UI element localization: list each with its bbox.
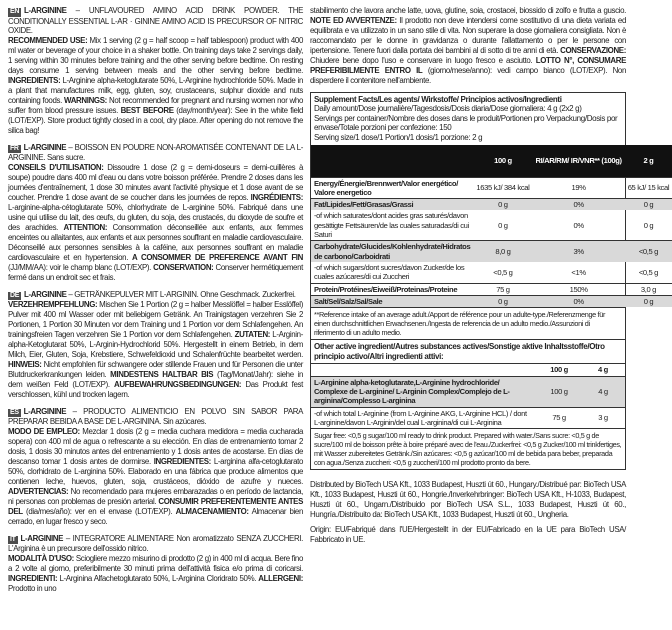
fr-attention-text: Consommation déconseillée aux enfants, aux femmes enceintes ou allaitantes, aux enfants et aux personnes souffrant en maladie cardiovasculaire. Déconseillé aux personnes sensibles à la caféine, aux personnes souffrant en maladie cardiovasculaire et en hypertension. (8, 223, 304, 262)
other-ingredients-header (311, 364, 625, 376)
other-ingredients-section (311, 339, 625, 469)
es-product-title: L-ARGININE (23, 406, 67, 416)
serving-size-line: Serving size/1 dose/1 Portion/1 dosis/1 porzione: 2 g (314, 133, 483, 142)
es-intro-paragraph (8, 407, 303, 427)
language-tag-it: IT (10, 535, 16, 543)
nutrition-row-fat (311, 199, 672, 211)
it-modalita-text: Sciogliere mezzo misurino di prodotto (2 g) in 400 ml di acqua. Bere fino a 2 volte al giorno, preferibilmente 30 minuti prima dell'attività fisica e/o prima di coricarsi. (8, 554, 304, 574)
de-intro-paragraph (8, 290, 303, 301)
nutrition-row-carbohydrate (311, 241, 672, 262)
arginine-complex-per-4g: 4 g (581, 376, 625, 407)
es-ingredientes-label: INGREDIENTES: (153, 457, 211, 467)
es-almacenamiento-label: ALMACENAMIENTO: (175, 506, 249, 516)
nutrition-table (311, 145, 672, 308)
en-body-paragraph (8, 36, 303, 136)
en-recommended-use-label: RECOMMENDED USE: (8, 36, 88, 46)
es-modo-label: MODO DE EMPLEO: (8, 427, 80, 437)
protein-label: Protein/Protéines/Eiweiß/Proteinas/Proteine (311, 283, 473, 295)
nutrition-row-saturates (311, 210, 672, 240)
es-almacenamiento-text: Almacenar bien cerrado, en lugar fresco y seco. (8, 506, 303, 526)
it-lotto-text: (giorno/mese/anno): vedi campo bianco (LOT/EXP). Non disperdere il contenitore nell'ambiente. (310, 65, 626, 85)
fr-conservation-label: CONSERVATION: (153, 262, 214, 272)
de-aufbewahrung-label: AUFBEWAHRUNGSBEDINGUNGEN: (113, 379, 242, 389)
de-body-paragraph (8, 300, 303, 400)
de-verzehr-label: VERZEHREMPFEHLUNG: (8, 300, 98, 310)
carbohydrate-ri: 3% (533, 241, 625, 262)
it-note-label: NOTE ED AVVERTENZE: (310, 15, 397, 25)
salt-per-serving: 0 g (625, 295, 672, 307)
salt-per-100g: 0 g (473, 295, 532, 307)
other-col-100g: 100 g (537, 364, 581, 376)
nutrition-col-ri: RI/AR/RM/ IR/VNR** (100g) (533, 145, 625, 178)
saturates-per-serving: 0 g (643, 220, 654, 230)
it-modalita-label: MODALITÀ D'USO: (8, 554, 74, 564)
es-consumir-text: (dia/mes/año): ver en el envase (LOT/EXP). (22, 506, 176, 516)
fr-attention-label: ATTENTION: (63, 223, 108, 233)
footer (310, 480, 626, 545)
protein-ri: 150% (533, 283, 625, 295)
fr-ingredients-label: INGRÉDIENTS: (250, 193, 303, 203)
it-product-title: L-ARGININE (20, 533, 64, 543)
fr-conseils-label: CONSEILS D'UTILISATION: (8, 163, 104, 173)
fat-per-100g: 0 g (473, 199, 532, 211)
en-best-before-label: BEST BEFORE (120, 106, 174, 116)
en-best-before-text: (day/month/year): See in the white field (LOT/EXP). Store product tightly closed in a cool, dry place. After opening do not remove the silica bag! (8, 106, 303, 135)
section-es (8, 407, 303, 527)
en-ingredients-text: L-Arginine alpha-ketoglutarate 50%, L-Arginine hydrochloride 50%. Made in a plant that manufactures milk, egg, gluten, soy, crustaceans, sulphur dioxide and nuts containing foods. (8, 76, 303, 106)
fr-intro-text: – BOISSON EN POUDRE NON-AROMATISÉE CONTENANT DE LA L-ARGININE. Sans sucre. (8, 142, 303, 163)
it-body-paragraph (8, 554, 303, 594)
en-intro-text: – UNFLAVOURED AMINO ACID DRINK POWDER. THE CONDITIONALLY ESSENTIAL L-AR · GININE AMINO ACID IS PRECURSOR OF NITRIC OXIDE. (8, 6, 303, 36)
other-row-total-arginine (311, 407, 625, 428)
de-intro-text: – GETRÄNKEPULVER MIT L-ARGININ. Ohne Geschmack. Zuckerfrei. (66, 289, 296, 299)
fat-ri: 0% (533, 199, 625, 211)
arginine-complex-per-100g: 100 g (537, 376, 581, 407)
de-hinweis-text: Nicht empfohlen für schwangere oder stillende Frauen und für Personen die unter Blutdruckerkrankungen leiden. (8, 360, 303, 379)
sugar-free-note: Sugar free: <0,5 g sugar/100 ml ready to drink product. Prepared with water./Sans sucre: <0,5 g de sucre/100 ml de boisson prête à boire préparé avec de l'eau./Zuckerfrei: <0,5 g Zucker/100 ml trinkfertiges, mit Wasser zubereitetes Getränk./Sin azúcares: <0,5 g azúcar/100 ml de bebida para beber, preparada con agua./Senza zuccheri: <0,5 g zuccheri/100 ml prodotto pronto da bere. (311, 428, 625, 469)
it-lotto-label: LOTTO N°, CONSUMARE PREFERIBILMENTE ENTRO IL (310, 55, 626, 75)
language-tag-es: ES (10, 408, 19, 416)
de-mhd-text: (Tag/Monat/Jahr): siehe in dem weißen Feld (LOT/EXP). (8, 370, 303, 389)
de-verzehr-text: Mischen Sie 1 Portion (2 g = halber Messlöffel = halber Esslöffel) Pulver mit 400 ml Wasser oder mit beliebigem Getränk. An Trainigstagen verzehren Sie 2 Portionen, 1 Portion 30 Minuten vor dem Training und 1 Portion vor dem Schlafengehen. An trainingsfreien Tagen verzehren Sie 1 Portion vor dem Schlafengehen. (8, 300, 303, 340)
left-column (8, 6, 303, 601)
other-ingredients-title: Other active ingredient/Autres substances actives/Sonstige aktive Inhaltsstoffe/Otro principio activo/Altri ingredienti attivi: (314, 342, 605, 361)
section-en (8, 6, 303, 136)
es-modo-text: Mezclar 1 dosis (2 g = media cuchara medidora = media cucharada sopera) con 400 ml de agua o refrescante a su elección. En días de entrenamiento tomar 2 dosis, 1 dosis 30 minutos antes del entrenamiento y 1 dosis antes de acostarse. En días de descanso tomar 1 dosis antes de dormirse. (8, 427, 303, 467)
energy-per-100g: 1635 kJ/ 384 kcal (473, 177, 532, 199)
it-allergeni-label: ALLERGENI: (258, 574, 303, 584)
it-ingredienti-text: L-Arginina Alfachetoglutarato 50%, L-Arginina Cloridrato 50%. (57, 574, 259, 584)
carbohydrate-label: Carbohydrate/Glucides/Kohlenhydrate/Hidratos de carbono/Carboidrati (311, 241, 473, 262)
nutrition-header-blank (311, 145, 473, 178)
es-consumir-label: CONSUMIR PREFERENTEMENTE ANTES DEL (8, 496, 304, 516)
origin-text: Origin: EU/Fabriqué dans l'UE/Hergestellt in der EU/Fabricado en la UE para BioTech USA/ Fabbricato in UE. (310, 524, 626, 544)
section-fr (8, 143, 303, 283)
other-row-complex (311, 376, 625, 407)
saturates-label: -of which saturates/dont acides gras saturés/davon gesättigte Fettsäuren/de las cuales saturadas/di cui Saturi (314, 211, 469, 240)
other-ingredients-table (311, 363, 625, 428)
nutrition-row-salt (311, 295, 672, 307)
protein-per-100g: 75 g (473, 283, 532, 295)
fat-per-serving: 0 g (625, 199, 672, 211)
supplement-facts-box (310, 92, 670, 471)
nutrition-row-protein (311, 283, 672, 295)
total-arginine-label: -of which total L-Arginine (from L-Arginine AKG, L-Arginine HCL) / dont L-arginine/davon L-Arginin/del cual L-arginina/di cui L-Arginina (311, 407, 537, 428)
fr-conseils-text: Dissoudre 1 dose (2 g = demi-doseurs = demi-cuillères à soupe) poudre dans 400 ml d'eau ou dans votre boisson préférée. Prendre 2 doses dans les journées d'entraînement, 1 dose 30 minutes avant l'activité physique et 1 dose avant de se coucher. Prendre 1 dose avant de se coucher dans les journées de repos. (8, 163, 303, 203)
nutrition-table-header (311, 145, 672, 178)
es-intro-text: – PRODUCTO ALIMENTICIO EN POLVO SIN SABOR PARA PREPARAR BEBIDA A BASE DE L-ARGININA. Sin azúcares. (8, 406, 303, 427)
it-continued-paragraph (310, 6, 626, 86)
section-it (8, 534, 303, 594)
it-ingredienti-label: INGREDIENTI: (8, 574, 58, 584)
section-de (8, 290, 303, 400)
supplement-facts-title: Supplement Facts/Les agents/ Wirkstoffe/ Principios activos/Ingredienti (314, 94, 562, 104)
it-conservazione-label: CONSERVAZIONE: (560, 45, 626, 55)
de-zutaten-label: ZUTATEN: (234, 330, 271, 340)
carbohydrate-per-serving: <0,5 g (625, 241, 672, 262)
arginine-complex-label: L-Arginine alpha-ketoglutarate,L-Arginine hydrochloride/ Complexe de L-arginine/ L-Arginin Complex/Complejo de L-arginina/Complesso L-arginina (311, 376, 537, 407)
energy-per-serving: 65 kJ/ 15 kcal (625, 177, 672, 199)
en-recommended-use-text: Mix 1 serving (2 g = half scoop = half tablespoon) product with 400 ml water or beverage of your choice in a shaker bottle. On training days take 2 servings daily, 1 serving within 30 minutes before training and the other serving before bedtime. On resting days consume 1 serving between meals and the other serving before bedtime. (8, 36, 303, 76)
it-continued-text: stabilimento che lavora anche latte, uova, glutine, soia, crostacei, biossido di zolfo e frutta a guscio. (310, 6, 626, 15)
other-col-4g: 4 g (581, 364, 625, 376)
de-mhd-label: MINDESTENS HALTBAR BIS (110, 370, 214, 379)
servings-per-container-line: Servings per container/Nombre des doses dans le produit/Portionen pro Verpackung/Dosis por envase/Totale porzioni per confezione: 150 (314, 113, 618, 133)
nutrition-col-100g: 100 g (473, 145, 532, 178)
de-hinweis-label: HINWEIS: (8, 360, 42, 370)
it-intro-text: – INTEGRATORE ALIMENTARE Non aromatizzato SENZA ZUCCHERI. L'Arginina è un precursore dell'ossido nitrico. (8, 533, 303, 554)
language-tag-en: EN (10, 8, 20, 15)
fr-dlu-text: (JJ/MM/AA): voir le champ blanc (LOT/EXP). (8, 262, 154, 272)
en-warnings-label: WARNINGS: (64, 96, 107, 106)
energy-ri: 19% (533, 177, 625, 199)
salt-ri: 0% (533, 295, 625, 307)
nutrition-row-energy (311, 177, 672, 199)
fat-label: Fat/Lipides/Fett/Grasas/Grassi (311, 199, 473, 211)
sugars-ri: <1% (571, 267, 586, 277)
de-zutaten-text: L-Arginin-alpha-Ketoglutarat 50%, L-Arginin-Hydrochlorid 50%. Hergestellt in einem Betrieb, in dem Milch, Eier, Gluten, Soja, Krebstiere, Schwefeldioxid und Schalenfrüchte bearbeitet werden. (8, 330, 303, 360)
sugars-label: -of which sugars/dont sucres/davon Zucker/de los cuales azúcares/di cui Zuccheri (314, 262, 465, 282)
es-advertencias-text: No recomendado para mujeres embarazadas o en período de lactancia, ni personas con problemas de presión arterial. (8, 487, 303, 506)
fr-dlu-label: A CONSOMMER DE PREFERENCE AVANT FIN (131, 252, 303, 262)
it-conservazione-text: Chiudere bene dopo l'uso e conservare in luogo fresco e asciutto. (310, 55, 536, 65)
total-arginine-per-100g: 75 g (537, 407, 581, 428)
salt-label: Salt/Sel/Salz/Sal/Sale (311, 295, 473, 307)
language-tag-de: DE (10, 291, 20, 299)
carbohydrate-per-100g: 8,0 g (473, 241, 532, 262)
other-header-blank (311, 364, 537, 376)
fr-ingredients-text: L-arginine-alpha-cétoglutarate 50%, chlorhydrate de L-arginine 50%. Fabriqué dans une usine qui utilise du lait, des œufs, du gluten, du soja, des crustacés, du dioxyde de soufre et des arachides. (8, 203, 303, 233)
sugars-per-serving: <0,5 g (638, 267, 659, 277)
supplement-facts-header (311, 93, 625, 145)
de-aufbewahrung-text: Das Produkt fest verschlossen, kühl und trocken lagern. (8, 379, 303, 399)
es-advertencias-label: ADVERTENCIAS: (8, 487, 69, 497)
fr-body-paragraph (8, 163, 303, 282)
reference-intake-note: **Reference intake of an average adult./Apport de référence pour un adulte-type./Referenzmenge für einen durchschnittlichen Erwachsenen./Ingesta de referencia de un adulto medio./Assunzioni di riferimento di un adulto medio. (311, 307, 625, 339)
protein-per-serving: 3,0 g (625, 283, 672, 295)
energy-label: Energy/Énergie/Brennwert/Valor energético/ Valore energetico (311, 177, 473, 199)
distributor-text: Distributed by BioTech USA Kft., 1033 Budapest, Huszti út 60., Hungary./Distribué par: BioTech USA Kft., 1033 Budapest, Huszti út 60., Hongrie./Inverkehrbringer: BioTech USA Kft., H-1033, Budapest, Huszti út 60., Ungarn./Distribuido por BioTech USA S.L., 1033 Budapest, Huszti út 60., Hungría./Distribuito da: BioTech USA Kft., 1033 Budapest, Huszti út 60., Ungheria. (310, 480, 626, 519)
en-product-title: L-ARGININE (24, 6, 67, 15)
es-ingredientes-text: L-arginina alfa-cetoglutarato 50%, clorhidrato de L-arginina 50%. Elaborado en una fábrica que produce alimentos que contienen leche, huevos, gluten, soja, crustáceos, dióxido de azufre y nueces. (8, 457, 303, 487)
saturates-per-100g: 0 g (498, 220, 508, 230)
it-allergeni-text: Prodotto in uno (8, 584, 57, 594)
daily-amount-line: Daily amount/Dose journalière/Tagesdosis/Dosis diaria/Dose giornaliera: 4 g (2x2 g) (314, 104, 582, 114)
right-column (310, 6, 670, 545)
saturates-ri: 0% (573, 220, 584, 230)
es-body-paragraph (8, 427, 303, 527)
language-tag-fr: FR (10, 144, 19, 152)
en-warnings-text: Not recommended for pregnant and nursing women nor who suffer from blood pressure issues. (8, 96, 303, 116)
sugars-per-100g: <0,5 g (493, 267, 513, 277)
nutrition-row-sugars (311, 262, 672, 283)
total-arginine-per-4g: 3 g (581, 407, 625, 428)
fr-conservation-text: Conserver hermétiquement fermé dans un endroit sec et frais. (8, 262, 303, 282)
en-intro-paragraph (8, 6, 303, 36)
nutrition-col-2g: 2 g (625, 145, 672, 178)
en-ingredients-label: INGREDIENTS: (8, 76, 61, 86)
it-note-text: Il prodotto non deve intendersi come sostitutivo di una dieta variata ed equilibrata e va utilizzato in un sano stile di vita. Non superare la dose giornaliera consigliata. Non è raccomandato per le donne in gravidanza o durante l'allattamento o per le persone con ipertensione. Tenere fuori dalla portata dei bambini al di sotto di tre anni di età. (310, 15, 626, 55)
fr-product-title: L-ARGININE (23, 142, 67, 152)
de-product-title: L-ARGININE (24, 289, 67, 299)
it-intro-paragraph (8, 534, 303, 554)
fr-intro-paragraph (8, 143, 303, 163)
